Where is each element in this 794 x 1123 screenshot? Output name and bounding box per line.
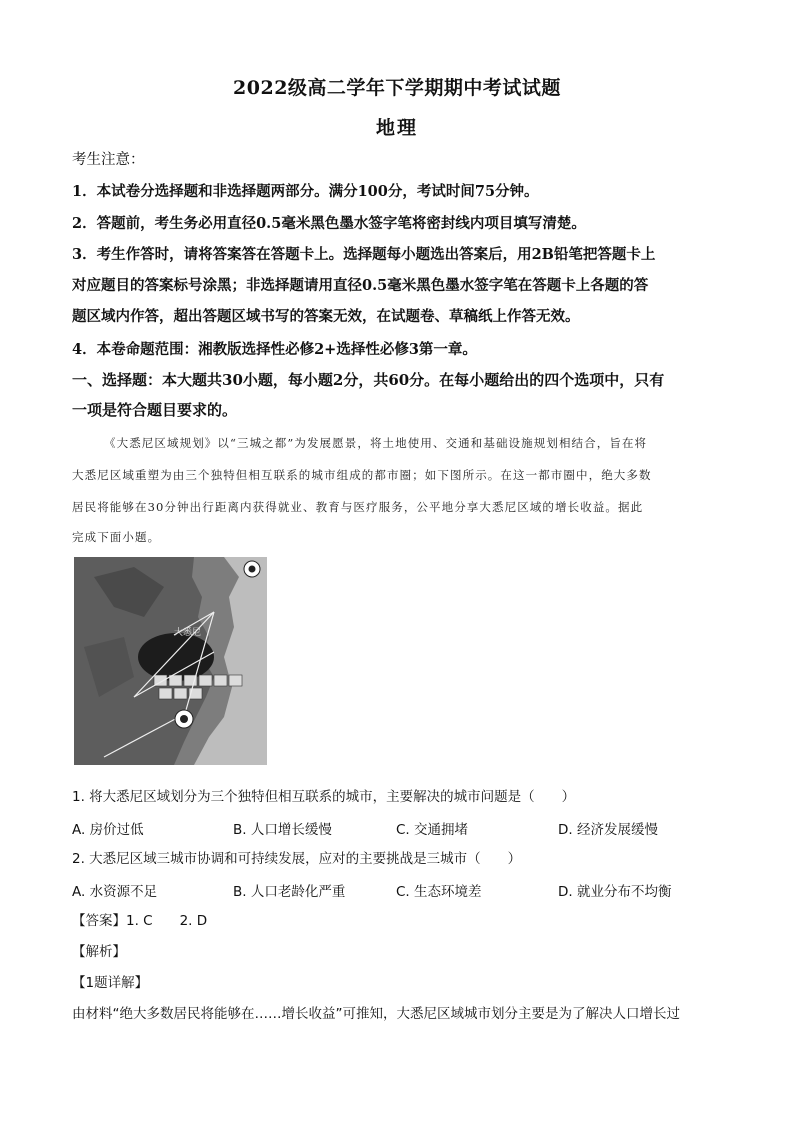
question-2-option-d[interactable]: D. 就业分布不均衡: [558, 884, 672, 900]
question-1-option-c[interactable]: C. 交通拥堵: [396, 822, 469, 838]
question-2-stem: 2. 大悉尼区域三城市协调和可持续发展，应对的主要挑战是三城市（ ）: [72, 851, 522, 867]
question-2-option-c[interactable]: C. 生态环境差: [396, 884, 482, 900]
notice-item-1: 1．本试卷分选择题和非选择题两部分。满分100分，考试时间75分钟。: [72, 183, 539, 200]
question-1-option-b[interactable]: B. 人口增长缓慢: [233, 822, 332, 838]
notice-item-4: 4．本卷命题范围：湘教版选择性必修2+选择性必修3第一章。: [72, 341, 477, 358]
passage-line-4: 完成下面小题。: [72, 530, 161, 544]
answer-line: [72, 911, 722, 931]
subject-title: 地理: [375, 117, 418, 139]
question-1-option-a[interactable]: A. 房价过低: [72, 822, 144, 838]
map-label: 大悉尼: [174, 628, 202, 638]
section-heading-line-2: 一项是符合题目要求的。: [72, 401, 238, 419]
notice-item-3: 3．考生作答时，请将答案答在答题卡上。选择题每小题选出答案后，用2B铅笔把答题卡上: [72, 246, 656, 263]
notice-item-3-cont-2: 题区域内作答，超出答题区域书写的答案无效，在试题卷、草稿纸上作答无效。: [72, 308, 580, 325]
notice-item-2: 2．答题前，考生务必用直径0.5毫米黑色墨水签字笔将密封线内项目填写清楚。: [72, 215, 586, 232]
question-2-option-b[interactable]: B. 人口老龄化严重: [233, 884, 346, 900]
answer-value: 1. C 2. D: [126, 913, 208, 929]
answer-label: 【答案】: [72, 913, 126, 929]
question-1-stem: 1. 将大悉尼区域划分为三个独特但相互联系的城市，主要解决的城市问题是（ ）: [72, 789, 576, 805]
analysis-label: 【解析】: [72, 944, 126, 960]
greater-sydney-map: [74, 557, 267, 765]
passage-line-2: 大悉尼区域重塑为由三个独特但相互联系的城市组成的都市圈；如下图所示。在这一都市圈中，绝大多数: [72, 468, 652, 482]
question-1-option-d[interactable]: D. 经济发展缓慢: [558, 822, 658, 838]
notice-heading: 考生注意：: [72, 152, 145, 168]
passage-line-3: 居民将能够在30分钟出行距离内获得就业、教育与医疗服务，公平地分享大悉尼区域的增长收益。据此: [72, 500, 644, 514]
analysis-text: 由材料“绝大多数居民将能够在……增长收益”可推知，大悉尼区域城市划分主要是为了解决人口增长过: [72, 1006, 680, 1022]
exam-title: 2022级高二学年下学期期中考试试题: [233, 77, 561, 99]
passage-line-1: 《大悉尼区域规划》以“三城之都”为发展愿景，将土地使用、交通和基础设施规划相结合，旨在将: [104, 436, 648, 450]
notice-item-3-cont-1: 对应题目的答案标号涂黑；非选择题请用直径0.5毫米黑色墨水签字笔在答题卡上各题的答: [72, 277, 649, 294]
detail-label: 【1题详解】: [72, 975, 149, 991]
question-2-option-a[interactable]: A. 水资源不足: [72, 884, 158, 900]
section-heading-line-1: 一、选择题：本大题共30小题，每小题2分，共60分。在每小题给出的四个选项中，只有: [72, 371, 665, 389]
